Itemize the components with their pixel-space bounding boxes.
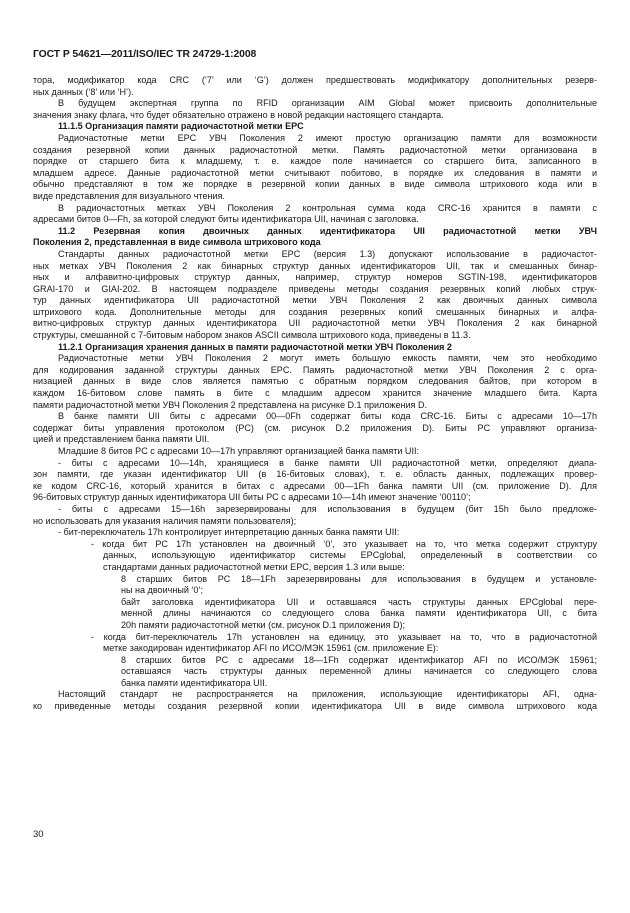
text-line: ны на двоичный ‘0’; xyxy=(121,585,203,596)
text-line: байт заголовка идентификатора UII и оставшаяся часть структуры данных EPCglobal пере- xyxy=(121,596,597,607)
text-line: содержат биты управления протоколом (PC) (см. рисунок D.2 приложения D). Биты PC управляют организа- xyxy=(33,422,597,433)
text-line: В будущем экспертная группа по RFID организации AIM Global может присвоить дополнительные xyxy=(58,98,597,109)
text-line: ных данных (‘8’ или ‘H’). xyxy=(33,86,134,97)
text-line: структуры, смешанной с 7-битовым набором знаков ASCII символа штрихового кода, приведены в 11.3. xyxy=(33,330,471,341)
text-line: памяти радиочастотной метки УВЧ Поколения 2 представлена на рисунке D.1 приложения D. xyxy=(33,399,427,410)
text-line: значения знаку флага, что будет обязательно отражено в новой редакции настоящего стандарта. xyxy=(33,109,444,120)
text-line: 8 старших битов PC с адресами 18—1Fh содержат идентификатор AFI по ИСО/МЭК 15961; xyxy=(121,654,597,665)
text-line: 11.2 Резервная копия двоичных данных идентификатора UII радиочастотной метки УВЧ xyxy=(58,225,597,236)
text-line: Младшие 8 битов PC с адресами 10—17h управляют организацией банка памяти UII: xyxy=(58,446,420,456)
text-line: зон памяти, где указан идентификатор UII (в 16-битовых словах), т. е. область данных, подлежащих провер- xyxy=(33,469,597,480)
text-line: низацией данных в виде слов является памятью с обратным порядком следования байтов, при котором в xyxy=(33,376,597,387)
text-line: Настоящий стандарт не распространяется на приложения, использующие идентификаторы AFI, одна- xyxy=(58,689,597,700)
text-line: виде представления для визуального чтения. xyxy=(33,190,225,201)
text-line: Радиочастотные метки EPC УВЧ Поколения 2 имеют простую организацию памяти для возможности xyxy=(58,132,597,143)
text-line: 11.1.5 Организация памяти радиочастотной метки EPC xyxy=(58,121,304,132)
text-line: порядке от старшего бита к младшему, т. е. каждое поле начинается со старшего бита, записанного в xyxy=(33,156,597,167)
text-line: ке кодом CRC-16, который хранится в битах с адресами 00—1Fh банка памяти UII (см. приложение D). Для xyxy=(33,480,597,491)
text-line: тур данных идентификатора UII радиочастотной метки УВЧ Поколения 2 как двоичных данных символа xyxy=(33,295,597,306)
text-line: 8 старших битов PC 18—1Fh зарезервированы для использования в будущем и установле- xyxy=(121,573,597,584)
text-line: данных, использующую идентификатор системы EPCglobal, определенный в соответствии со xyxy=(103,550,597,561)
text-line: 11.2.1 Организация хранения данных в памяти радиочастотной метки УВЧ Поколения 2 xyxy=(58,341,452,352)
text-line: адресами битов 0—Fh, за которой следуют биты идентификатора UII, начиная с заголовка. xyxy=(33,214,419,225)
text-line: младшем адресе. Данные радиочастотной метки считывают побитово, в порядке их следования в памяти и xyxy=(33,167,597,178)
text-line: - биты с адресами 15—16h зарезервированы для использования в будущем (бит 15h было предложе- xyxy=(58,503,597,514)
text-line: - когда бит-переключатель 17h установлен на единицу, это указывает на то, что в радиочастотной xyxy=(91,631,597,642)
text-line: тора, модификатор кода CRC (‘7’ или ‘G’) должен предшествовать модификатору дополнительных резерв- xyxy=(33,75,597,85)
text-line: 96-битовых структур данных идентификатора UII биты PC с адресами 10—14h имеют значение ‘00110’; xyxy=(33,492,471,503)
text-line: оставшаяся часть структуры данных переменной длины начинается со следующего слова xyxy=(121,666,597,677)
text-line: 20h памяти радиочастотной метки (см. рисунок D.1 приложения D); xyxy=(121,619,406,630)
text-line: штрихового кода. Дополнительные методы для создания резервных копий смешанных бинарных и алфа- xyxy=(33,306,597,317)
text-line: создания резервной копии данных радиочастотной метки. Память радиочастотной метки организована в xyxy=(33,144,597,155)
text-line: ных метках УВЧ Поколения 2 как бинарных структур данных идентификаторов UII, так и смешанных бинар- xyxy=(33,260,597,271)
text-line: витно-цифровых структур данных идентификатора UII радиочастотной метки УВЧ Поколения 2 как бинарной xyxy=(33,318,597,329)
text-line: ных и алфавитно-цифровых структур данных, например, структур номеров SGTIN-198, идентификаторов xyxy=(33,272,597,283)
text-line: но использовать для указания наличия памяти пользователя); xyxy=(33,515,297,526)
text-line: менной длины начинаются со следующего слова банка памяти идентификатора UII, с бита xyxy=(121,608,597,619)
text-line: стандартами данных радиочастотной метки EPC, версия 1.3 или выше: xyxy=(103,561,405,572)
text-line: Радиочастотные метки УВЧ Поколения 2 могут иметь большую емкость памяти, чем это необходимо xyxy=(58,353,597,364)
text-line: - биты с адресами 10—14h, хранящиеся в банке памяти UII радиочастотной метки, определяют диапа- xyxy=(58,457,597,468)
text-line: метке закодирован идентификатор AFI по ИСО/МЭК 15961 (см. приложение E): xyxy=(103,643,439,654)
text-line: GRAI-170 и GIAI-202. В настоящем подразделе приведены методы создания резервных копий любых струк- xyxy=(33,283,597,294)
page-header: ГОСТ Р 54621—2011/ISO/IEC TR 24729-1:2008 xyxy=(33,49,257,60)
text-line: банка памяти идентификатора UII. xyxy=(121,677,268,688)
text-line: обычно представляют в том же порядке в резервной копии данных в виде символа штрихового кода или в xyxy=(33,179,597,190)
text-line: цией и представлением банка памяти UII. xyxy=(33,434,210,445)
text-line: В радиочастотных метках УВЧ Поколения 2 контрольная сумма кода CRC-16 хранится в памяти с xyxy=(58,202,597,213)
text-line: каждом 16-битовом слове память в бите с младшим адресом хранится значение младшего бита. Карта xyxy=(33,388,597,399)
text-line: для кодирования заданной структуры данных EPC. Память радиочастотной метки УВЧ Поколения 2 с орга- xyxy=(33,364,597,375)
body-text xyxy=(33,75,597,713)
text-line: ко приведенные методы создания резервной копии идентификатора UII в виде символа штрихового кода xyxy=(33,701,597,712)
text-line: Поколения 2, представленная в виде символа штрихового кода xyxy=(33,237,321,248)
text-line: - когда бит PC 17h установлен на двоичный ‘0’, это указывает на то, что метка содержит структуру xyxy=(91,538,597,549)
text-line: В банке памяти UII биты с адресами 00—0Fh содержат биты кода CRC-16. Биты с адресами 10—17h xyxy=(58,411,597,422)
text-line: - бит-переключатель 17h контролирует интерпретацию данных банка памяти UII: xyxy=(58,527,400,538)
text-line: Стандарты данных радиочастотной метки EPC (версия 1.3) допускают использование в радиочастот- xyxy=(58,248,597,259)
page-number: 30 xyxy=(33,829,44,840)
